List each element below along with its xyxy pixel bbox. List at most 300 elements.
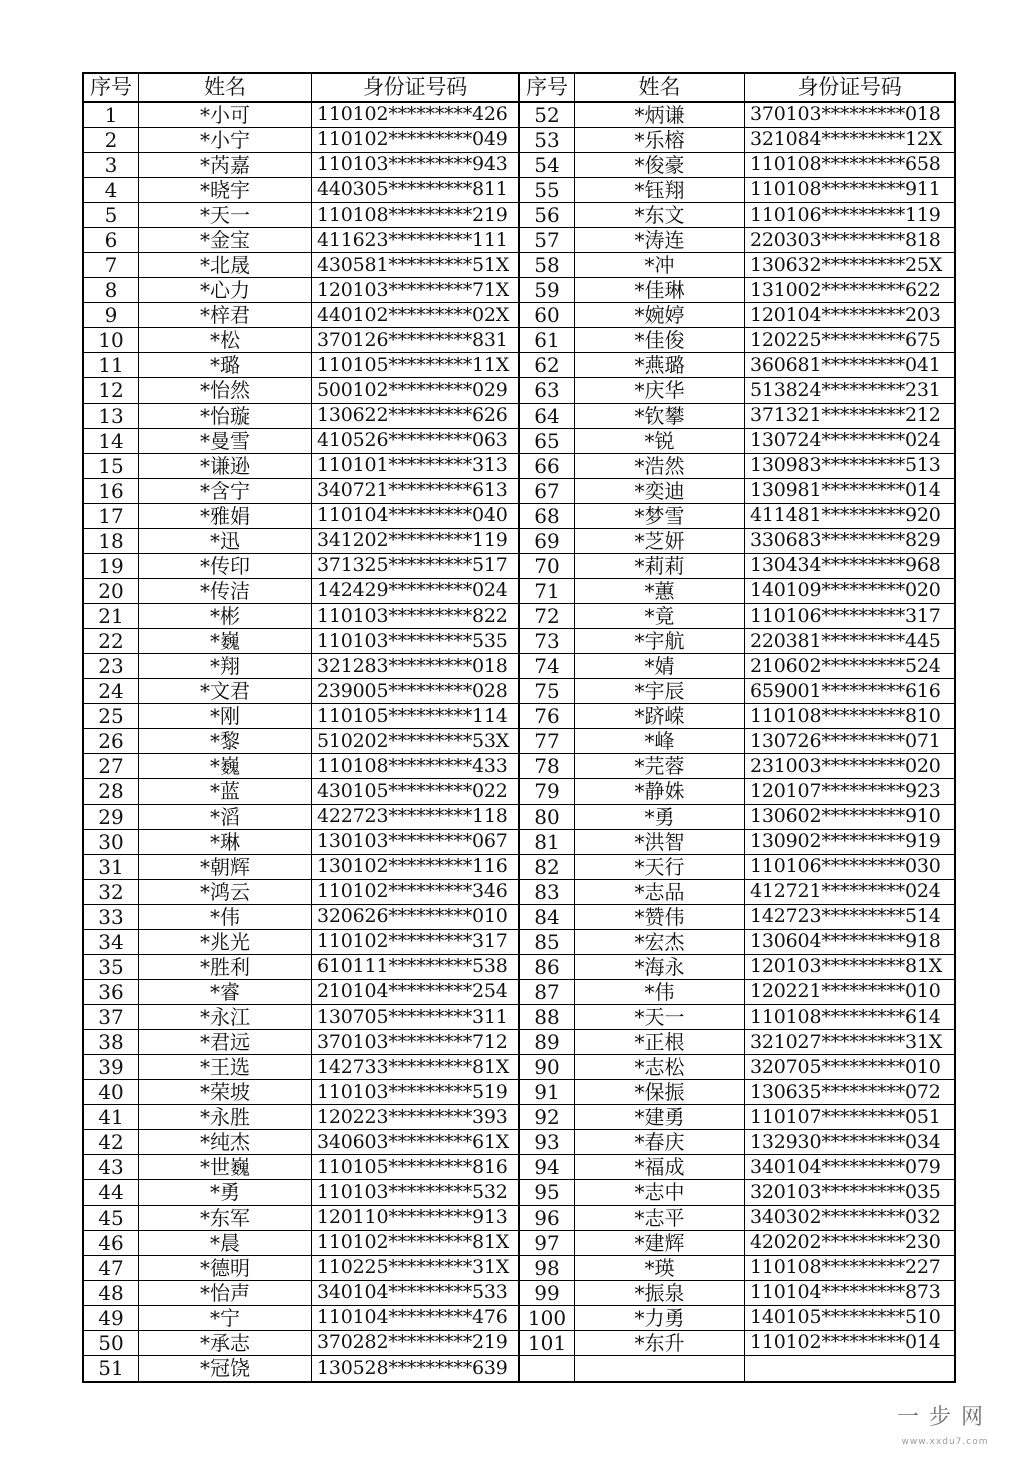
- table-row: [84, 1055, 518, 1080]
- table-row: [84, 554, 518, 579]
- name-cell: *冲: [575, 253, 745, 277]
- name-cell: *瑛: [575, 1256, 745, 1280]
- table-row: [84, 1155, 518, 1180]
- id-number-cell: 341202*********119: [317, 529, 508, 552]
- id-number-cell: 340302*********032: [750, 1206, 941, 1229]
- id-number-cell: 370282*********219: [317, 1331, 508, 1354]
- table-row: [520, 504, 954, 529]
- serial-number-cell: 22: [84, 629, 139, 653]
- name-cell: *佳琳: [575, 278, 745, 302]
- id-number-cell: 110108*********219: [317, 203, 508, 226]
- id-number-cell: 110103*********519: [317, 1080, 508, 1103]
- name-cell: *彬: [139, 604, 312, 628]
- name-cell: *勇: [575, 805, 745, 829]
- name-cell: *蕙: [575, 579, 745, 603]
- serial-number-cell: 92: [520, 1105, 575, 1129]
- serial-number-cell: 49: [84, 1306, 139, 1330]
- name-cell: *洪智: [575, 830, 745, 854]
- table-row: [84, 1331, 518, 1356]
- name-cell: *永江: [139, 1005, 312, 1029]
- name-cell: *永胜: [139, 1105, 312, 1129]
- serial-number-cell: 7: [84, 253, 139, 277]
- id-number-cell: 130981*********014: [750, 479, 941, 502]
- name-cell: *王选: [139, 1055, 312, 1079]
- serial-number-cell: 68: [520, 504, 575, 528]
- serial-number-cell: 81: [520, 830, 575, 854]
- id-number-cell: 411623*********111: [317, 228, 508, 251]
- serial-number-cell: 91: [520, 1080, 575, 1104]
- id-number-cell: 110225*********31X: [317, 1256, 510, 1279]
- table-row: [84, 855, 518, 880]
- id-number-cell: 110107*********051: [750, 1105, 941, 1128]
- name-cell: *蓝: [139, 779, 312, 803]
- id-number-cell: 130726*********071: [750, 729, 941, 752]
- table-row: [520, 228, 954, 253]
- serial-number-cell: 58: [520, 253, 575, 277]
- id-number-cell: 110105*********11X: [317, 353, 510, 376]
- table-row: [84, 529, 518, 554]
- table-row: [84, 654, 518, 679]
- id-number-cell: 130102*********116: [317, 855, 508, 878]
- table-row: [84, 704, 518, 729]
- serial-number-cell: 28: [84, 779, 139, 803]
- table-row: [84, 253, 518, 278]
- table-row: [520, 529, 954, 554]
- serial-number-cell: 41: [84, 1105, 139, 1129]
- id-number-cell: 340721*********613: [317, 479, 508, 502]
- id-number-cell: 321027*********31X: [750, 1030, 943, 1053]
- table-row: [520, 1155, 954, 1180]
- watermark-url: www.xxdu7.com: [901, 1437, 989, 1447]
- table-row: [520, 779, 954, 804]
- name-cell: *宏杰: [575, 930, 745, 954]
- serial-number-cell: 51: [84, 1356, 139, 1381]
- name-cell: *燕璐: [575, 353, 745, 377]
- id-number-cell: 120110*********913: [317, 1206, 508, 1229]
- table-row: [520, 128, 954, 153]
- id-number-cell: 340104*********079: [750, 1155, 941, 1178]
- header-serial-number: 序号: [84, 74, 139, 101]
- serial-number-cell: 18: [84, 529, 139, 553]
- name-cell: *赞伟: [575, 905, 745, 929]
- id-number-cell: 360681*********041: [750, 353, 941, 376]
- id-number-cell: 130622*********626: [317, 404, 508, 427]
- name-cell: *荣坡: [139, 1080, 312, 1104]
- name-cell: *滔: [139, 805, 312, 829]
- table-row: [84, 1231, 518, 1256]
- id-number-cell: 132930*********034: [750, 1130, 941, 1153]
- id-number-cell: 130604*********918: [750, 930, 941, 953]
- id-number-cell: 110105*********114: [317, 704, 508, 727]
- header-id-number: 身份证号码: [797, 74, 902, 99]
- table-row: [84, 303, 518, 328]
- name-cell: *天一: [139, 203, 312, 227]
- table-row: [84, 754, 518, 779]
- serial-number-cell: 87: [520, 980, 575, 1004]
- table-row: [520, 1306, 954, 1331]
- id-number-cell: 210104*********254: [317, 980, 508, 1003]
- table-row: [84, 454, 518, 479]
- serial-number-cell: 78: [520, 754, 575, 778]
- name-cell: *锐: [575, 429, 745, 453]
- table-row: [84, 153, 518, 178]
- table-row: [84, 504, 518, 529]
- id-number-cell: 140109*********020: [750, 579, 941, 602]
- name-cell: *奕迪: [575, 479, 745, 503]
- id-number-cell: 430581*********51X: [317, 253, 510, 276]
- serial-number-cell: 48: [84, 1281, 139, 1305]
- serial-number-cell: 25: [84, 704, 139, 728]
- name-cell: *朝辉: [139, 855, 312, 879]
- name-cell: *纯杰: [139, 1130, 312, 1154]
- id-number-cell: 110101*********313: [317, 454, 508, 477]
- table-row: [520, 654, 954, 679]
- id-number-cell: 440102*********02X: [317, 303, 510, 326]
- id-number-cell: 110108*********658: [750, 153, 941, 176]
- serial-number-cell: 32: [84, 880, 139, 904]
- serial-number-cell: 30: [84, 830, 139, 854]
- serial-number-cell: 67: [520, 479, 575, 503]
- id-number-cell: 440305*********811: [317, 178, 508, 201]
- name-cell: *东军: [139, 1206, 312, 1230]
- serial-number-cell: 64: [520, 404, 575, 428]
- serial-number-cell: 99: [520, 1281, 575, 1305]
- id-number-cell: 340603*********61X: [317, 1130, 510, 1153]
- name-cell: *钰翔: [575, 178, 745, 202]
- id-number-cell: 110108*********614: [750, 1005, 941, 1028]
- name-cell: *跻嵘: [575, 704, 745, 728]
- table-row: [84, 1256, 518, 1281]
- table-row: [84, 353, 518, 378]
- serial-number-cell: 26: [84, 729, 139, 753]
- id-number-cell: 110106*********119: [750, 203, 941, 226]
- serial-number-cell: 77: [520, 729, 575, 753]
- name-cell: [575, 1356, 745, 1381]
- table-row: [520, 1130, 954, 1155]
- serial-number-cell: 17: [84, 504, 139, 528]
- serial-number-cell: 83: [520, 880, 575, 904]
- name-cell: *巍: [139, 629, 312, 653]
- serial-number-cell: 20: [84, 579, 139, 603]
- id-number-cell: 120104*********203: [750, 303, 941, 326]
- id-number-cell: 130434*********968: [750, 554, 941, 577]
- serial-number-cell: 31: [84, 855, 139, 879]
- serial-number-cell: 12: [84, 378, 139, 402]
- id-number-cell: 120103*********81X: [750, 955, 943, 978]
- name-cell: *伟: [575, 980, 745, 1004]
- header-id-number: 身份证号码: [363, 74, 467, 99]
- name-cell: *力勇: [575, 1306, 745, 1330]
- serial-number-cell: 1: [84, 103, 139, 127]
- name-cell: *正根: [575, 1030, 745, 1054]
- serial-number-cell: 3: [84, 153, 139, 177]
- name-cell: *庆华: [575, 378, 745, 402]
- serial-number-cell: 46: [84, 1231, 139, 1255]
- name-cell: *小宁: [139, 128, 312, 152]
- name-cell: *佳俊: [575, 328, 745, 352]
- serial-number-cell: 59: [520, 278, 575, 302]
- serial-number-cell: 66: [520, 454, 575, 478]
- id-number-cell: 130528*********639: [317, 1356, 508, 1379]
- id-number-cell: 120103*********71X: [317, 278, 510, 301]
- id-number-cell: 110102*********81X: [317, 1231, 510, 1254]
- serial-number-cell: 63: [520, 378, 575, 402]
- table-row: [520, 704, 954, 729]
- table-row: [520, 1105, 954, 1130]
- name-cell: *天行: [575, 855, 745, 879]
- serial-number-cell: 97: [520, 1231, 575, 1255]
- header-serial-number: 序号: [520, 74, 575, 101]
- serial-number-cell: 65: [520, 429, 575, 453]
- name-cell: *莉莉: [575, 554, 745, 578]
- table-row: [84, 629, 518, 654]
- serial-number-cell: 89: [520, 1030, 575, 1054]
- table-header-row: [520, 74, 954, 103]
- roster-table: [82, 72, 956, 1383]
- table-row: [84, 805, 518, 830]
- table-row: [520, 980, 954, 1005]
- id-number-cell: 110102*********049: [317, 128, 508, 151]
- table-row: [84, 980, 518, 1005]
- id-number-cell: 330683*********829: [750, 529, 941, 552]
- serial-number-cell: 85: [520, 930, 575, 954]
- serial-number-cell: 21: [84, 604, 139, 628]
- id-number-cell: 110105*********816: [317, 1155, 508, 1178]
- name-cell: *俊豪: [575, 153, 745, 177]
- id-number-cell: 410526*********063: [317, 429, 508, 452]
- table-row: [520, 454, 954, 479]
- id-number-cell: 110102*********317: [317, 930, 508, 953]
- id-number-cell: 130635*********072: [750, 1080, 941, 1103]
- id-number-cell: 142429*********024: [317, 579, 508, 602]
- name-cell: *福成: [575, 1155, 745, 1179]
- table-row: [520, 253, 954, 278]
- id-number-cell: 220381*********445: [750, 629, 941, 652]
- table-row: [84, 1105, 518, 1130]
- id-number-cell: 142723*********514: [750, 905, 941, 928]
- table-row: [84, 378, 518, 403]
- id-number-cell: 110103*********822: [317, 604, 508, 627]
- table-row: [84, 729, 518, 754]
- serial-number-cell: 2: [84, 128, 139, 152]
- id-number-cell: 110103*********943: [317, 153, 508, 176]
- serial-number-cell: 44: [84, 1180, 139, 1204]
- id-number-cell: 130632*********25X: [750, 253, 943, 276]
- table-row: [520, 754, 954, 779]
- table-row: [520, 805, 954, 830]
- serial-number-cell: 40: [84, 1080, 139, 1104]
- id-number-cell: 120225*********675: [750, 328, 941, 351]
- name-cell: *春庆: [575, 1130, 745, 1154]
- serial-number-cell: 14: [84, 429, 139, 453]
- serial-number-cell: 93: [520, 1130, 575, 1154]
- id-number-cell: 320705*********010: [750, 1055, 941, 1078]
- name-cell: *建辉: [575, 1231, 745, 1255]
- table-row: [520, 830, 954, 855]
- name-cell: *伟: [139, 905, 312, 929]
- table-row: [84, 1030, 518, 1055]
- serial-number-cell: 56: [520, 203, 575, 227]
- serial-number-cell: 80: [520, 805, 575, 829]
- id-number-cell: 130983*********513: [750, 454, 941, 477]
- id-number-cell: 110108*********810: [750, 704, 941, 727]
- serial-number-cell: 47: [84, 1256, 139, 1280]
- table-row: [84, 178, 518, 203]
- id-number-cell: 110103*********535: [317, 629, 508, 652]
- serial-number-cell: 61: [520, 328, 575, 352]
- serial-number-cell: 5: [84, 203, 139, 227]
- id-number-cell: 513824*********231: [750, 378, 941, 401]
- table-row: [520, 278, 954, 303]
- id-number-cell: 120223*********393: [317, 1105, 508, 1128]
- name-cell: *涛连: [575, 228, 745, 252]
- name-cell: *东文: [575, 203, 745, 227]
- table-row: [520, 378, 954, 403]
- serial-number-cell: 38: [84, 1030, 139, 1054]
- table-row: [84, 1130, 518, 1155]
- serial-number-cell: 98: [520, 1256, 575, 1280]
- table-row: [520, 1331, 954, 1356]
- name-cell: *志品: [575, 880, 745, 904]
- id-number-cell: 412721*********024: [750, 880, 941, 903]
- table-right-half: [520, 74, 954, 1381]
- name-cell: *文君: [139, 679, 312, 703]
- name-cell: *雅娟: [139, 504, 312, 528]
- table-row: [520, 353, 954, 378]
- serial-number-cell: [520, 1356, 575, 1381]
- table-row: [520, 880, 954, 905]
- serial-number-cell: 101: [520, 1331, 575, 1355]
- name-cell: *峰: [575, 729, 745, 753]
- serial-number-cell: 43: [84, 1155, 139, 1179]
- name-cell: *梦雪: [575, 504, 745, 528]
- serial-number-cell: 84: [520, 905, 575, 929]
- id-number-cell: 371325*********517: [317, 554, 508, 577]
- name-cell: *静姝: [575, 779, 745, 803]
- name-cell: *迅: [139, 529, 312, 553]
- name-cell: *芮嘉: [139, 153, 312, 177]
- serial-number-cell: 73: [520, 629, 575, 653]
- table-row: [84, 278, 518, 303]
- table-row: [84, 830, 518, 855]
- table-left-half: [84, 74, 520, 1381]
- table-row: [520, 1030, 954, 1055]
- table-row: [520, 855, 954, 880]
- table-row: [84, 1180, 518, 1205]
- name-cell: *松: [139, 328, 312, 352]
- serial-number-cell: 54: [520, 153, 575, 177]
- table-row: [84, 930, 518, 955]
- serial-number-cell: 71: [520, 579, 575, 603]
- id-number-cell: 510202*********53X: [317, 729, 510, 752]
- id-number-cell: 110104*********873: [750, 1281, 941, 1304]
- id-number-cell: 320103*********035: [750, 1180, 941, 1203]
- name-cell: *振泉: [575, 1281, 745, 1305]
- serial-number-cell: 74: [520, 654, 575, 678]
- name-cell: *金宝: [139, 228, 312, 252]
- id-number-cell: 430105*********022: [317, 779, 508, 802]
- table-row: [84, 404, 518, 429]
- table-row: [84, 679, 518, 704]
- serial-number-cell: 27: [84, 754, 139, 778]
- id-number-cell: 239005*********028: [317, 679, 508, 702]
- serial-number-cell: 53: [520, 128, 575, 152]
- serial-number-cell: 33: [84, 905, 139, 929]
- table-row: [520, 479, 954, 504]
- table-row: [520, 203, 954, 228]
- serial-number-cell: 95: [520, 1180, 575, 1204]
- name-cell: *翔: [139, 654, 312, 678]
- serial-number-cell: 86: [520, 955, 575, 979]
- serial-number-cell: 82: [520, 855, 575, 879]
- table-row: [84, 905, 518, 930]
- table-row: [520, 579, 954, 604]
- table-row: [520, 103, 954, 128]
- name-cell: *璐: [139, 353, 312, 377]
- name-cell: *晨: [139, 1231, 312, 1255]
- name-cell: *东升: [575, 1331, 745, 1355]
- table-row: [520, 729, 954, 754]
- table-row: [520, 930, 954, 955]
- id-number-cell: 659001*********616: [750, 679, 941, 702]
- table-row: [84, 328, 518, 353]
- serial-number-cell: 94: [520, 1155, 575, 1179]
- id-number-cell: 370126*********831: [317, 328, 508, 351]
- header-name: 姓名: [575, 74, 745, 101]
- serial-number-cell: 16: [84, 479, 139, 503]
- table-row: [520, 604, 954, 629]
- id-number-cell: 321084*********12X: [750, 128, 943, 151]
- serial-number-cell: 50: [84, 1331, 139, 1355]
- serial-number-cell: 60: [520, 303, 575, 327]
- table-row: [520, 1055, 954, 1080]
- name-cell: *钦攀: [575, 404, 745, 428]
- id-number-cell: 210602*********524: [750, 654, 941, 677]
- name-cell: *乐榕: [575, 128, 745, 152]
- table-row: [84, 880, 518, 905]
- table-row: [520, 429, 954, 454]
- name-cell: *勇: [139, 1180, 312, 1204]
- id-number-cell: 131002*********622: [750, 278, 941, 301]
- table-row: [520, 303, 954, 328]
- name-cell: *兆光: [139, 930, 312, 954]
- name-cell: *怡然: [139, 378, 312, 402]
- serial-number-cell: 35: [84, 955, 139, 979]
- table-row: [84, 955, 518, 980]
- name-cell: *芫蓉: [575, 754, 745, 778]
- name-cell: *志平: [575, 1206, 745, 1230]
- name-cell: *怡璇: [139, 404, 312, 428]
- id-number-cell: 422723*********118: [317, 805, 508, 828]
- serial-number-cell: 10: [84, 328, 139, 352]
- id-number-cell: 110103*********532: [317, 1180, 508, 1203]
- name-cell: *鸿云: [139, 880, 312, 904]
- name-cell: *芝妍: [575, 529, 745, 553]
- serial-number-cell: 62: [520, 353, 575, 377]
- table-row: [84, 103, 518, 128]
- name-cell: *胜利: [139, 955, 312, 979]
- id-number-cell: 110106*********317: [750, 604, 941, 627]
- id-number-cell: 120107*********923: [750, 779, 941, 802]
- name-cell: *黎: [139, 729, 312, 753]
- table-row: [84, 228, 518, 253]
- name-cell: *竟: [575, 604, 745, 628]
- table-row: [84, 1281, 518, 1306]
- serial-number-cell: 29: [84, 805, 139, 829]
- serial-number-cell: 15: [84, 454, 139, 478]
- table-row: [520, 1005, 954, 1030]
- name-cell: *建勇: [575, 1105, 745, 1129]
